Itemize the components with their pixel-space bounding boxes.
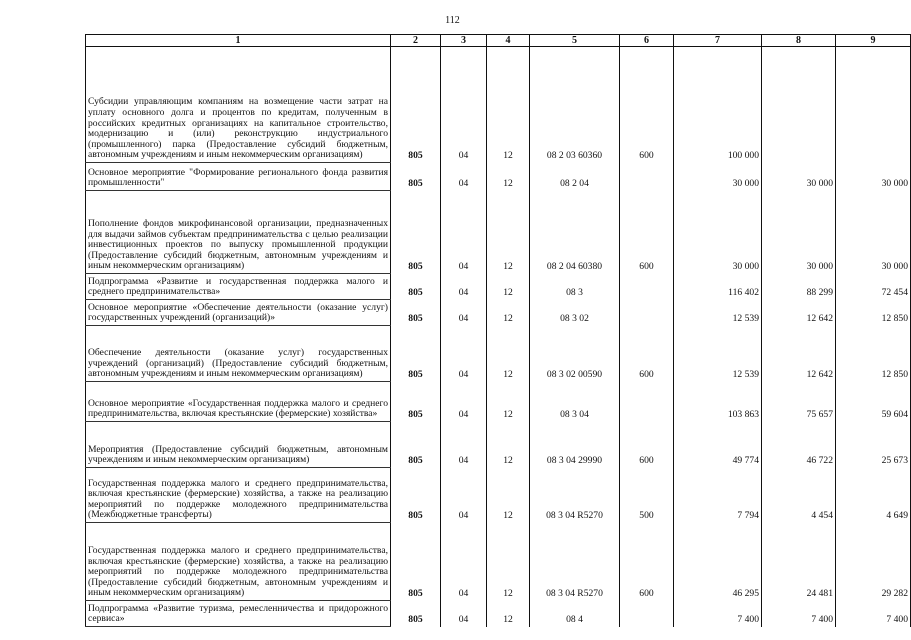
cell-expense-type — [620, 382, 674, 422]
cell-target-article: 08 4 — [530, 601, 620, 627]
cell-amount-1: 12 539 — [674, 326, 762, 382]
cell-subsection: 12 — [487, 422, 530, 468]
column-header: 7 — [674, 35, 762, 47]
cell-amount-3: 12 850 — [836, 326, 911, 382]
cell-amount-3: 30 000 — [836, 191, 911, 274]
row-name: Подпрограмма «Развитие и государственная поддержка малого и среднего предпринимательства» — [86, 274, 391, 300]
row-name: Обеспечение деятельности (оказание услуг) государственных учреждений (организаций) (Предоставление субсидий бюджетным, автономным учреждениям и иным некоммерческим организациям) — [86, 326, 391, 382]
cell-expense-type — [620, 300, 674, 326]
cell-section: 04 — [441, 523, 487, 601]
cell-section: 04 — [441, 191, 487, 274]
table-row — [86, 326, 911, 382]
cell-amount-2: 30 000 — [762, 191, 836, 274]
cell-subsection: 12 — [487, 163, 530, 191]
table-row — [86, 191, 911, 274]
row-name: Субсидии управляющим компаниям на возмещение части затрат на уплату основного долга и процентов по кредитам, полученным в российских кредитных организациях на капитальное строительство, модернизацию и (или) реконструкцию индустриального (промышленного) парка (Предоставление субсидий бюджетным, автономным учреждениям и иным некоммерческим организациям) — [86, 47, 391, 163]
cell-amount-2: 12 642 — [762, 326, 836, 382]
cell-amount-2: 30 000 — [762, 163, 836, 191]
cell-expense-type: 600 — [620, 422, 674, 468]
cell-amount-3: 72 454 — [836, 274, 911, 300]
cell-subsection: 12 — [487, 468, 530, 523]
cell-section: 04 — [441, 47, 487, 163]
cell-amount-3: 29 282 — [836, 523, 911, 601]
row-name: Основное мероприятие «Государственная поддержка малого и среднего предпринимательства, включая крестьянские (фермерские) хозяйства» — [86, 382, 391, 422]
cell-amount-1: 7 400 — [674, 601, 762, 627]
cell-target-article: 08 2 03 60360 — [530, 47, 620, 163]
column-header: 6 — [620, 35, 674, 47]
cell-target-article: 08 2 04 60380 — [530, 191, 620, 274]
row-name: Основное мероприятие "Формирование регионального фонда развития промышленности" — [86, 163, 391, 191]
cell-code: 805 — [391, 274, 441, 300]
cell-section: 04 — [441, 163, 487, 191]
cell-target-article: 08 3 04 29990 — [530, 422, 620, 468]
cell-amount-2: 24 481 — [762, 523, 836, 601]
cell-section: 04 — [441, 326, 487, 382]
cell-section: 04 — [441, 601, 487, 627]
cell-amount-1: 100 000 — [674, 47, 762, 163]
cell-amount-1: 46 295 — [674, 523, 762, 601]
table-row — [86, 163, 911, 191]
row-name: Подпрограмма «Развитие туризма, ремесленничества и придорожного сервиса» — [86, 601, 391, 627]
cell-section: 04 — [441, 382, 487, 422]
cell-target-article: 08 3 02 00590 — [530, 326, 620, 382]
cell-expense-type: 600 — [620, 326, 674, 382]
cell-subsection: 12 — [487, 191, 530, 274]
cell-amount-3 — [836, 47, 911, 163]
column-header: 1 — [86, 35, 391, 47]
table-row — [86, 523, 911, 601]
cell-expense-type: 600 — [620, 47, 674, 163]
column-header: 9 — [836, 35, 911, 47]
row-name: Пополнение фондов микрофинансовой организации, предназначенных для выдачи займов субъектам предпринимательства с целью реализации инвестиционных проектов по выпуску промышленной продукции (Предоставление субсидий бюджетным, автономным учреждениям и иным некоммерческим организациям) — [86, 191, 391, 274]
column-header: 2 — [391, 35, 441, 47]
cell-target-article: 08 3 04 R5270 — [530, 523, 620, 601]
cell-amount-2: 12 642 — [762, 300, 836, 326]
row-name: Мероприятия (Предоставление субсидий бюджетным, автономным учреждениям и иным некоммерческим организациям) — [86, 422, 391, 468]
row-name: Государственная поддержка малого и среднего предпринимательства, включая крестьянские (фермерские) хозяйства, а также на реализацию мероприятий по поддержке молодежного предпринимательства (Межбюджетные трансферты) — [86, 468, 391, 523]
cell-code: 805 — [391, 523, 441, 601]
cell-section: 04 — [441, 300, 487, 326]
cell-target-article: 08 3 04 R5270 — [530, 468, 620, 523]
cell-code: 805 — [391, 326, 441, 382]
cell-subsection: 12 — [487, 300, 530, 326]
cell-target-article: 08 3 — [530, 274, 620, 300]
cell-amount-1: 12 539 — [674, 300, 762, 326]
column-header: 3 — [441, 35, 487, 47]
column-header: 4 — [487, 35, 530, 47]
cell-subsection: 12 — [487, 47, 530, 163]
cell-expense-type: 600 — [620, 523, 674, 601]
cell-amount-1: 103 863 — [674, 382, 762, 422]
cell-amount-1: 30 000 — [674, 191, 762, 274]
cell-code: 805 — [391, 300, 441, 326]
cell-amount-3: 4 649 — [836, 468, 911, 523]
table-row — [86, 468, 911, 523]
cell-amount-1: 30 000 — [674, 163, 762, 191]
cell-subsection: 12 — [487, 601, 530, 627]
cell-code: 805 — [391, 191, 441, 274]
table-row — [86, 274, 911, 300]
cell-amount-1: 49 774 — [674, 422, 762, 468]
cell-expense-type — [620, 601, 674, 627]
cell-amount-2: 88 299 — [762, 274, 836, 300]
cell-expense-type: 500 — [620, 468, 674, 523]
cell-expense-type — [620, 274, 674, 300]
column-header: 5 — [530, 35, 620, 47]
cell-amount-1: 7 794 — [674, 468, 762, 523]
table-row — [86, 300, 911, 326]
cell-amount-3: 12 850 — [836, 300, 911, 326]
cell-subsection: 12 — [487, 523, 530, 601]
cell-amount-3: 25 673 — [836, 422, 911, 468]
cell-expense-type: 600 — [620, 191, 674, 274]
page-number: 112 — [445, 15, 460, 26]
cell-amount-2: 75 657 — [762, 382, 836, 422]
cell-code: 805 — [391, 163, 441, 191]
table-row — [86, 47, 911, 163]
cell-section: 04 — [441, 468, 487, 523]
cell-amount-3: 59 604 — [836, 382, 911, 422]
cell-target-article: 08 2 04 — [530, 163, 620, 191]
cell-amount-2: 4 454 — [762, 468, 836, 523]
cell-section: 04 — [441, 274, 487, 300]
cell-subsection: 12 — [487, 274, 530, 300]
cell-amount-1: 116 402 — [674, 274, 762, 300]
cell-section: 04 — [441, 422, 487, 468]
cell-amount-2: 7 400 — [762, 601, 836, 627]
cell-code: 805 — [391, 601, 441, 627]
table-row — [86, 422, 911, 468]
cell-target-article: 08 3 04 — [530, 382, 620, 422]
cell-code: 805 — [391, 468, 441, 523]
cell-amount-2: 46 722 — [762, 422, 836, 468]
column-header: 8 — [762, 35, 836, 47]
cell-amount-3: 30 000 — [836, 163, 911, 191]
header-row — [86, 35, 911, 47]
cell-code: 805 — [391, 422, 441, 468]
row-name: Государственная поддержка малого и среднего предпринимательства, включая крестьянские (фермерские) хозяйства, а также на реализацию мероприятий по поддержке молодежного предпринимательства (Предоставление субсидий бюджетным, автономным учреждениям и иным некоммерческим организациям) — [86, 523, 391, 601]
budget-table — [85, 34, 911, 627]
cell-subsection: 12 — [487, 326, 530, 382]
table-row — [86, 601, 911, 627]
cell-amount-3: 7 400 — [836, 601, 911, 627]
cell-amount-2 — [762, 47, 836, 163]
cell-target-article: 08 3 02 — [530, 300, 620, 326]
cell-expense-type — [620, 163, 674, 191]
table-row — [86, 382, 911, 422]
cell-code: 805 — [391, 382, 441, 422]
cell-subsection: 12 — [487, 382, 530, 422]
row-name: Основное мероприятие «Обеспечение деятельности (оказание услуг) государственных учреждений (организаций)» — [86, 300, 391, 326]
cell-code: 805 — [391, 47, 441, 163]
